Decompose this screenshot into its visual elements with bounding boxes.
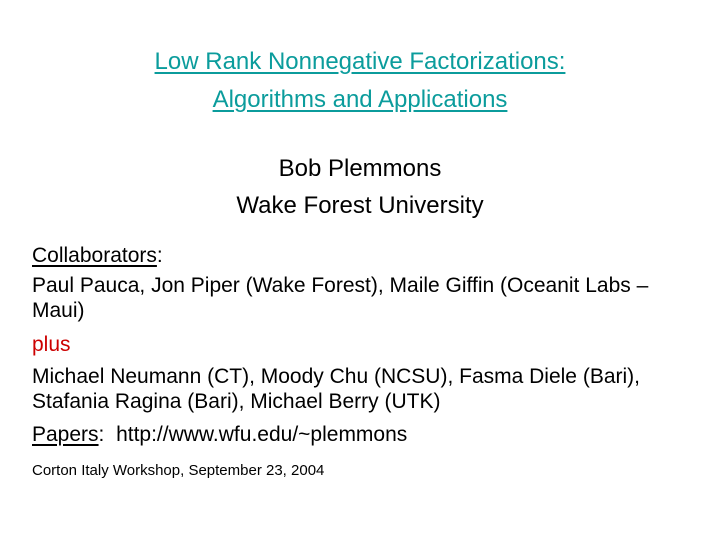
collaborators-label: Collaborators (32, 244, 157, 267)
papers-colon: : (98, 423, 105, 446)
footer-text: Corton Italy Workshop, September 23, 2004 (32, 462, 325, 479)
collaborators-heading (32, 243, 682, 268)
plus-text: plus (32, 333, 71, 356)
papers-url-link[interactable]: http://www.wfu.edu/~plemmons (116, 423, 408, 446)
collaborators-list-2: Michael Neumann (CT), Moody Chu (NCSU), Fasma Diele (Bari), Stafania Ragina (Bari), Michael Berry (UTK) (32, 365, 640, 413)
title-line-1: Low Rank Nonnegative Factorizations: (154, 48, 566, 75)
papers-label: Papers (32, 423, 99, 446)
collaborators-list-1: Paul Pauca, Jon Piper (Wake Forest), Maile Giffin (Oceanit Labs – Maui) (32, 274, 649, 322)
papers-row (32, 422, 682, 447)
author-affiliation: Wake Forest University (236, 192, 484, 219)
title-line-2: Algorithms and Applications (212, 86, 508, 113)
author-name: Bob Plemmons (278, 155, 442, 182)
collaborators-colon: : (156, 244, 163, 267)
